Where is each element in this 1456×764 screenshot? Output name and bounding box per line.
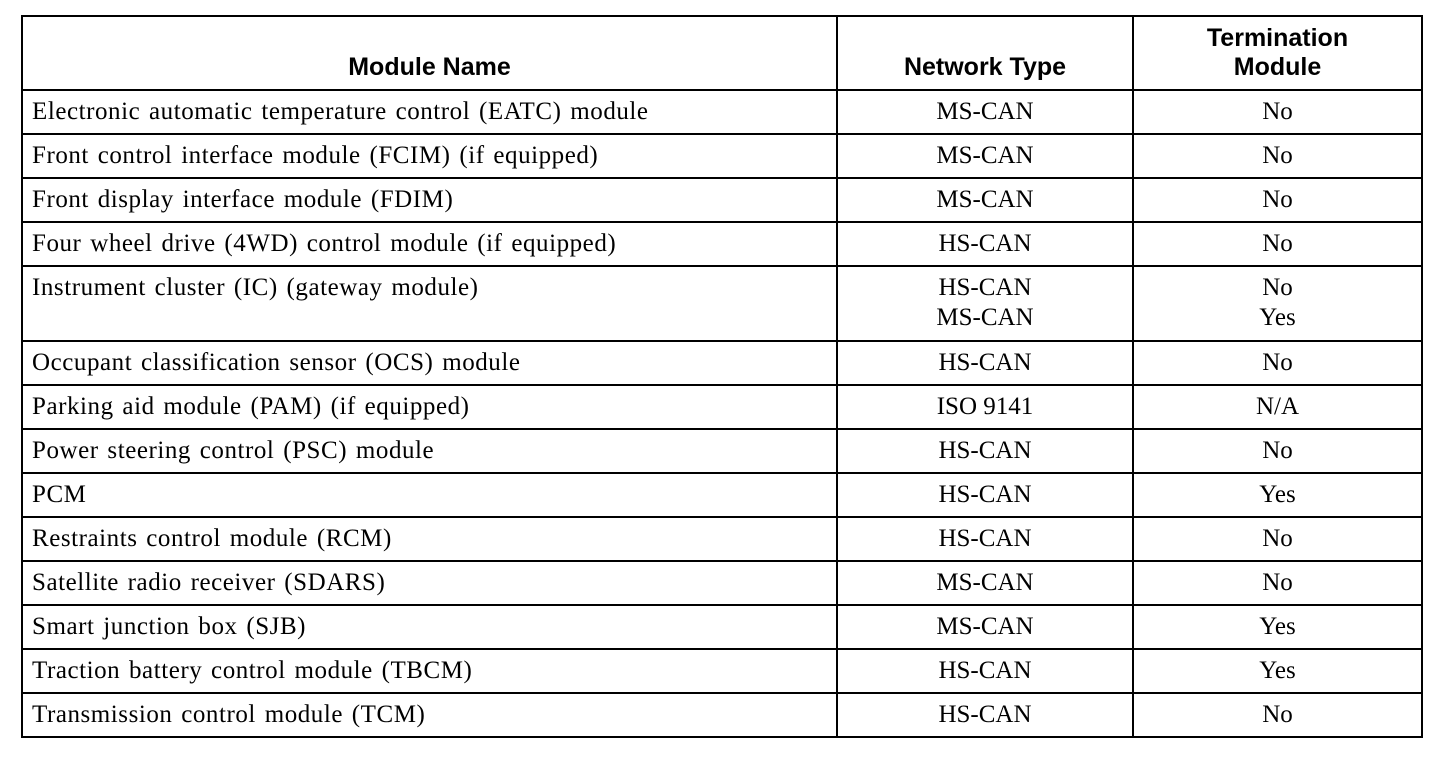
table-header-row (22, 16, 1422, 90)
module-name-cell: Restraints control module (RCM) (22, 517, 837, 561)
module-name-cell: Front display interface module (FDIM) (22, 178, 837, 222)
network-type-value: HS-CAN (938, 349, 1032, 376)
module-name-cell: PCM (22, 473, 837, 517)
termination-value: Yes (1259, 657, 1296, 684)
termination-cell (1133, 134, 1422, 178)
termination-value: No (1262, 525, 1293, 552)
network-type-cell (837, 605, 1133, 649)
module-name-cell: Traction battery control module (TBCM) (22, 649, 837, 693)
network-type-value: ISO 9141 (936, 393, 1034, 420)
termination-value: No (1262, 569, 1293, 596)
network-type-cell (837, 473, 1133, 517)
network-type-value: HS-CAN (938, 701, 1032, 728)
header-termination-line2: Module (1233, 53, 1322, 81)
termination-value: Yes (1259, 613, 1296, 640)
module-name-cell: Power steering control (PSC) module (22, 429, 837, 473)
network-type-cell (837, 649, 1133, 693)
table-row (22, 605, 1422, 649)
network-type-value: MS-CAN (936, 98, 1034, 125)
module-name-cell: Instrument cluster (IC) (gateway module) (22, 266, 837, 341)
table-row (22, 517, 1422, 561)
network-type-cell (837, 561, 1133, 605)
table-row (22, 693, 1422, 737)
header-termination-line1: Termination (1206, 24, 1349, 52)
network-type-cell (837, 90, 1133, 134)
network-type-cell (837, 385, 1133, 429)
network-type-cell (837, 341, 1133, 385)
module-name-cell: Smart junction box (SJB) (22, 605, 837, 649)
termination-cell (1133, 341, 1422, 385)
network-type-cell (837, 266, 1133, 341)
network-type-cell (837, 517, 1133, 561)
network-type-value: MS-CAN (936, 613, 1034, 640)
network-type-cell (837, 178, 1133, 222)
module-name-cell: Electronic automatic temperature control (EATC) module (22, 90, 837, 134)
termination-value: No (1262, 349, 1293, 376)
header-network-type: Network Type (837, 16, 1133, 90)
termination-cell (1133, 517, 1422, 561)
network-type-value: MS-CAN (936, 569, 1034, 596)
termination-cell (1133, 693, 1422, 737)
termination-value: No (1262, 274, 1293, 301)
table-body (22, 90, 1422, 737)
network-type-cell (837, 693, 1133, 737)
termination-cell (1133, 222, 1422, 266)
module-name-cell: Transmission control module (TCM) (22, 693, 837, 737)
network-type-value: MS-CAN (936, 186, 1034, 213)
table-row (22, 429, 1422, 473)
module-name-cell: Occupant classification sensor (OCS) module (22, 341, 837, 385)
termination-value: Yes (1259, 304, 1296, 331)
module-name-cell: Satellite radio receiver (SDARS) (22, 561, 837, 605)
termination-cell (1133, 473, 1422, 517)
table-row (22, 134, 1422, 178)
termination-value: No (1262, 701, 1293, 728)
table-row (22, 90, 1422, 134)
module-name-cell: Four wheel drive (4WD) control module (if equipped) (22, 222, 837, 266)
network-type-value: MS-CAN (936, 304, 1034, 331)
table-row (22, 341, 1422, 385)
termination-value: No (1262, 186, 1293, 213)
termination-cell (1133, 605, 1422, 649)
termination-value: No (1262, 142, 1293, 169)
termination-value: N/A (1255, 393, 1300, 420)
table-row (22, 266, 1422, 341)
termination-cell (1133, 429, 1422, 473)
termination-cell (1133, 561, 1422, 605)
header-termination-module (1133, 16, 1422, 90)
network-type-value: HS-CAN (938, 525, 1032, 552)
header-module-name: Module Name (22, 16, 837, 90)
network-type-value: HS-CAN (938, 437, 1032, 464)
table-row (22, 222, 1422, 266)
termination-value: No (1262, 98, 1293, 125)
termination-cell (1133, 90, 1422, 134)
network-type-cell (837, 134, 1133, 178)
table-row (22, 385, 1422, 429)
table-row (22, 473, 1422, 517)
module-name-cell: Parking aid module (PAM) (if equipped) (22, 385, 837, 429)
termination-cell (1133, 649, 1422, 693)
termination-value: No (1262, 230, 1293, 257)
table-row (22, 178, 1422, 222)
module-name-cell: Front control interface module (FCIM) (if equipped) (22, 134, 837, 178)
network-type-value: HS-CAN (938, 657, 1032, 684)
termination-value: No (1262, 437, 1293, 464)
network-type-cell (837, 222, 1133, 266)
termination-cell (1133, 385, 1422, 429)
table-row (22, 561, 1422, 605)
network-type-cell (837, 429, 1133, 473)
module-network-table (21, 15, 1423, 738)
network-type-value: MS-CAN (936, 142, 1034, 169)
network-type-value: HS-CAN (938, 481, 1032, 508)
network-type-value: HS-CAN (938, 230, 1032, 257)
termination-value: Yes (1259, 481, 1296, 508)
table-row (22, 649, 1422, 693)
network-type-value: HS-CAN (938, 274, 1032, 301)
termination-cell (1133, 178, 1422, 222)
termination-cell (1133, 266, 1422, 341)
